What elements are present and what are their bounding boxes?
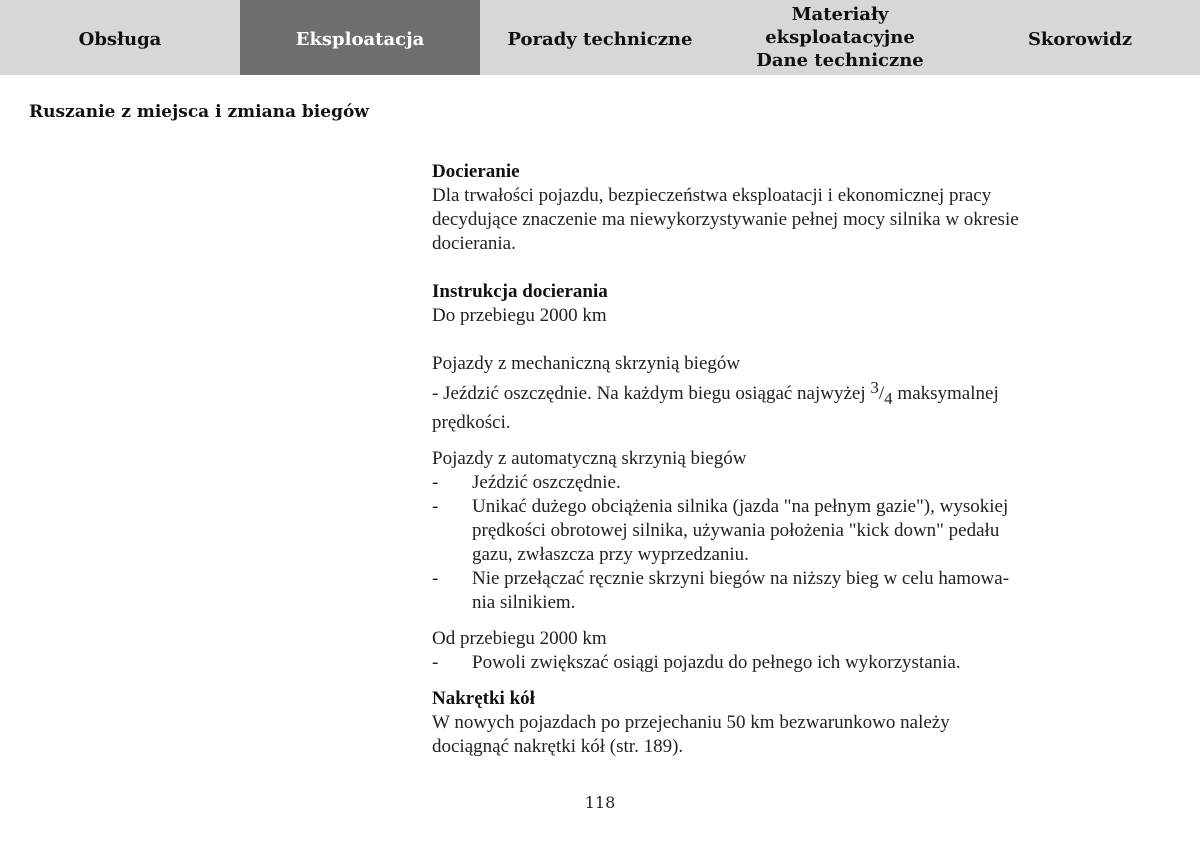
fraction-numerator: 3 [870,378,879,397]
mechaniczna-title: Pojazdy z mechaniczną skrzynią biegów [432,353,741,374]
list-item-text: gazu, zwłaszcza przy wyprzedzaniu. [472,544,749,565]
docieranie-line: decydujące znaczenie ma niewykorzystywanie pełnej mocy silnika w okresie [432,209,1019,230]
tab-label-line1: Materiały eksploatacyjne [765,4,915,48]
od-przebiegu-title: Od przebiegu 2000 km [432,628,607,649]
nakretki-heading: Nakrętki kół [432,688,535,709]
list-item-text: Unikać dużego obciążenia silnika (jazda "na pełnym gazie"), wysokiej [472,496,1009,517]
tab-label: Obsługa [78,29,162,50]
tab-materialy-dane-techniczne[interactable] [720,0,960,75]
list-item [432,495,1072,567]
section-title: Ruszanie z miejsca i zmiana biegów [29,102,369,122]
docieranie-heading: Docieranie [432,161,520,182]
list-item [432,651,1072,675]
instrukcja-subheading: Do przebiegu 2000 km [432,305,607,326]
list-item-text: Powoli zwiększać osiągi pojazdu do pełnego ich wykorzystania. [472,652,961,673]
mechaniczna-text-after: maksymalnej [892,383,999,404]
tab-obsluga[interactable] [0,0,240,75]
tab-label: Skorowidz [1027,29,1133,50]
docieranie-line: Dla trwałości pojazdu, bezpieczeństwa eksploatacji i ekonomicznej pracy [432,185,992,206]
tab-label-line2: Dane techniczne [756,50,924,71]
docieranie-line: docierania. [432,233,516,254]
nakretki-line: W nowych pojazdach po przejechaniu 50 km bezwarunkowo należy [432,712,950,733]
tab-skorowidz[interactable] [960,0,1200,75]
list-dash: - [432,496,439,517]
list-dash: - [432,652,439,673]
tab-eksploatacja[interactable] [240,0,480,75]
tab-label: Porady techniczne [507,29,693,50]
fraction-three-quarters: $^3/_4$ [870,378,893,408]
fraction-denominator: 4 [884,389,893,408]
tab-label: Eksploatacja [295,29,425,50]
list-item-text: prędkości obrotowej silnika, używania położenia "kick down" pedału [472,520,1000,541]
list-dash: - [432,472,439,493]
main-content [432,160,1072,759]
tab-porady-techniczne[interactable] [480,0,720,75]
mechaniczna-text-before: - Jeździć oszczędnie. Na każdym biegu osiągać najwyżej [432,383,871,404]
list-item-text: nia silnikiem. [472,592,576,613]
list-item-text: Nie przełączać ręcznie skrzyni biegów na niższy bieg w celu hamowa- [472,568,1010,589]
mechaniczna-line [432,376,1072,411]
list-dash: - [432,568,439,589]
instrukcja-heading: Instrukcja docierania [432,281,608,302]
automatyczna-title: Pojazdy z automatyczną skrzynią biegów [432,448,747,469]
list-item [432,471,1072,495]
list-item-text: Jeździć oszczędnie. [472,472,621,493]
top-navigation [0,0,1200,75]
list-item [432,567,1072,615]
mechaniczna-line2: prędkości. [432,412,511,433]
nakretki-line: dociągnąć nakrętki kół (str. 189). [432,736,684,757]
page-number: 118 [584,793,616,812]
